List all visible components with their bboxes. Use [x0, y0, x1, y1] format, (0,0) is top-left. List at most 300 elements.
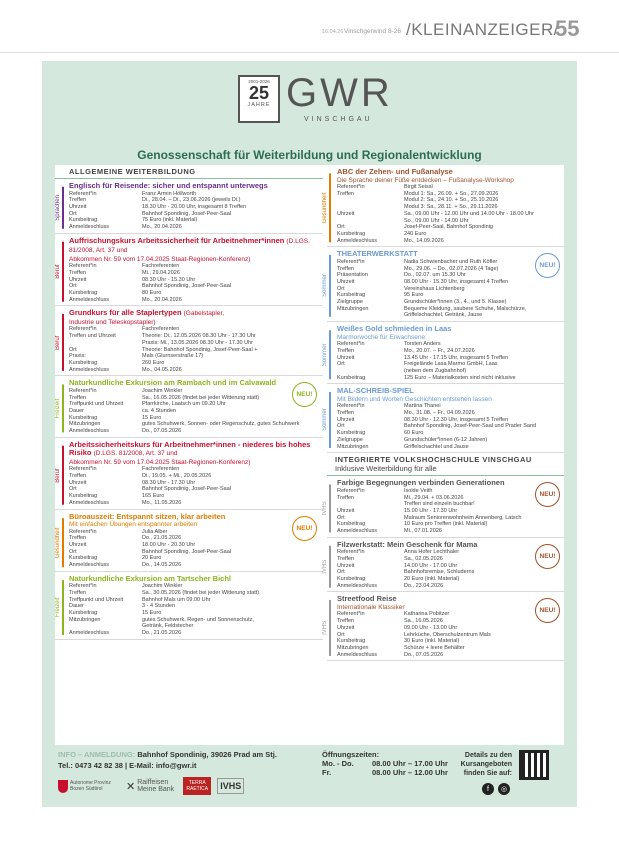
course-detail-row [69, 290, 323, 297]
course-detail-row [69, 367, 323, 374]
detail-value: 125 Euro – Materialkosten sind nicht inklusive [404, 374, 516, 381]
detail-key: Kursbeitrag [337, 521, 366, 528]
detail-value: (neben dem Zugbahnhof) [404, 367, 467, 374]
course-detail-row [69, 204, 323, 211]
terra-raetica-logo: TERRA RAETICA [183, 777, 211, 795]
details-text: Details zu den Kursangeboten finden Sie auf: [460, 752, 512, 777]
course-detail-row [337, 488, 564, 495]
course-title[interactable] [337, 541, 564, 550]
detail-key: Ort [69, 548, 77, 555]
course-tag: IVHS [322, 600, 331, 656]
course-tag: Freizeit [55, 384, 64, 432]
detail-key: Kursbeitrag [69, 414, 98, 421]
course-title-text: Streetfood Reise [337, 594, 397, 604]
detail-value: Sa., 09.00 Uhr - 12.00 Uhr und 14.00 Uhr - 18.00 Uhr [404, 210, 534, 217]
course-detail-row [69, 408, 323, 415]
course-detail-row [337, 306, 564, 313]
course-detail-row [69, 191, 323, 198]
course-detail-row [337, 508, 564, 515]
course-detail-row [69, 360, 323, 367]
detail-key: Treffen [337, 494, 355, 501]
detail-value: Treffen sind einzeln buchbar! [404, 501, 475, 508]
course-detail-row [337, 611, 564, 618]
course-tag: Gesundheit [55, 518, 64, 567]
course-title[interactable] [69, 441, 323, 459]
detail-value: 09.00 Uhr - 13.00 Uhr [404, 624, 458, 631]
detail-value: Bahnhof Spondinig, Josef-Peer-Saal und Prader Sand [404, 423, 537, 430]
detail-value: 15 Euro [142, 610, 162, 617]
course-detail-row [69, 224, 323, 231]
detail-value: ca. 4 Stunden [142, 407, 176, 414]
detail-value: Mals (Glurnserstraße 17) [142, 353, 204, 360]
course-detail-row [69, 415, 323, 422]
course-tag: Beruf [55, 314, 64, 371]
detail-key: Anmeldeschluss [337, 651, 378, 658]
course-detail-row [337, 231, 564, 238]
course-detail-row [337, 403, 564, 410]
detail-key: Präsentation [337, 272, 368, 279]
course-title[interactable] [337, 325, 564, 334]
detail-key: Kursbeitrag [69, 217, 98, 224]
course-subtitle: Mit einfachen Übungen entspannter arbeiten [69, 521, 198, 528]
advertisement [42, 61, 577, 807]
detail-value: Mo., 14.09.2026 [404, 237, 444, 244]
detail-value: 08.30 Uhr - 12.30 Uhr, insgesamt 5 Treffen [404, 416, 509, 423]
course-detail-row [337, 286, 564, 293]
detail-key: Anmeldeschluss [69, 366, 110, 373]
detail-key: Referent*in [337, 403, 365, 410]
new-badge: NEU! [292, 382, 317, 407]
detail-key: Mitzubringen [69, 421, 101, 428]
detail-key: Anmeldeschluss [69, 499, 110, 506]
course-item [55, 510, 323, 572]
instagram-icon[interactable]: ◎ [498, 783, 510, 795]
detail-key: Mitzubringen [337, 443, 369, 450]
detail-value: Griffelschachtel, Getränk, Jause [404, 312, 483, 319]
detail-key: Treffen [337, 265, 355, 272]
sponsor-logos [58, 775, 244, 797]
detail-value: Fachreferenten [142, 326, 180, 333]
detail-key: Ort [69, 283, 77, 290]
course-detail-row [69, 597, 323, 604]
detail-key [69, 623, 142, 630]
detail-key: Treffen [337, 410, 355, 417]
detail-value: 60 Euro [404, 430, 424, 437]
course-detail-row [337, 515, 564, 522]
detail-key: Uhrzeit [337, 416, 355, 423]
detail-value: 20 Euro (inkl. Material) [404, 576, 460, 583]
course-item [322, 165, 564, 247]
course-title[interactable] [337, 595, 564, 604]
course-tag: Sommer [322, 392, 331, 448]
detail-value: Katharina Pobitzer [404, 611, 450, 618]
issue-name: Vinschgerwind 8-26 [344, 28, 401, 35]
course-item [55, 234, 323, 307]
detail-value: Mi., 29.04.2026 [142, 269, 180, 276]
detail-value: Mo., 11.05.2026 [142, 499, 182, 506]
info-line [58, 750, 277, 759]
course-detail-row [337, 556, 564, 563]
detail-key: Kursbeitrag [69, 610, 98, 617]
course-detail-row [337, 632, 564, 639]
course-detail-row [69, 197, 323, 204]
detail-value: Josef-Peer-Saal, Bahnhof Spondinig [404, 224, 493, 231]
course-subtitle: Die Sprache deiner Füße entdecken – Fußanalyse-Workshop [337, 176, 514, 184]
detail-value: 08.30 Uhr - 17.30 Uhr [142, 479, 196, 486]
course-detail-row [69, 529, 323, 536]
detail-value: Joachim Winkler [142, 583, 183, 590]
detail-value: Grundschüler*innen (3., 4., und 5. Klasse) [404, 299, 507, 306]
course-title[interactable] [69, 182, 323, 191]
course-detail-row [69, 347, 323, 354]
course-detail-row [337, 204, 564, 211]
detail-value: Sa., 16.05.2026 [404, 618, 443, 625]
course-panel [55, 165, 564, 745]
detail-key: Anmeldeschluss [69, 428, 110, 435]
course-title-text: Naturkundliche Exkursion am Tartscher Bichl [69, 573, 231, 583]
course-tag: Gesundheit [322, 173, 331, 242]
ivhs-category-sub: Inklusive Weiterbildung für alle [335, 464, 437, 474]
course-detail-row [69, 277, 323, 284]
course-detail-row [337, 417, 564, 424]
qr-code-icon[interactable] [519, 750, 549, 780]
detail-key: Kursbeitrag [337, 374, 366, 381]
detail-value: Modul 1: Sa., 26.09. + So., 27.09.2026 [404, 190, 499, 197]
detail-value: Modul 2: Sa., 24.10. + So., 25.10.2026 [404, 197, 499, 204]
detail-value: 15 Euro [142, 414, 162, 421]
detail-key: Zielgruppe [337, 299, 363, 306]
course-title-extra: (D.LGS. 81/2008, Art. 37 und [93, 450, 178, 458]
course-item [322, 384, 564, 453]
detail-value: 14.00 Uhr - 17.00 Uhr [404, 562, 458, 569]
course-detail-row [69, 270, 323, 277]
detail-value: Mo., 20.07. – Fr., 24.07.2026 [404, 347, 475, 354]
detail-key: Kursbeitrag [337, 430, 366, 437]
course-title[interactable] [69, 309, 323, 319]
detail-key: Treffen [69, 197, 87, 204]
detail-key: Referent*in [69, 263, 97, 270]
detail-key: Uhrzeit [337, 624, 355, 631]
course-title-extra: (Gabelstapler, [183, 310, 225, 318]
detail-key: Treffen und Uhrzeit [69, 333, 116, 340]
detail-value: Di., 19.05. + Mi., 20.05.2026 [142, 472, 212, 479]
detail-key: Uhrzeit [69, 541, 87, 548]
detail-key [337, 368, 404, 375]
course-tag: Sprachen [55, 187, 64, 229]
course-detail-row [337, 625, 564, 632]
course-detail-row [69, 623, 323, 630]
course-tag: Sommer [322, 255, 331, 317]
detail-value: 20 Euro [142, 555, 162, 562]
course-title-text: Büroauszeit: Entspannt sitzen, klar arbeiten [69, 511, 226, 521]
right-column [322, 165, 564, 661]
course-title-text: Weißes Gold schmieden in Laas [337, 324, 452, 334]
detail-key: Uhrzeit [337, 562, 355, 569]
detail-value: Mo., 31.08. – Fr., 04.09.2026 [404, 410, 475, 417]
course-item [55, 306, 323, 376]
detail-key: Treffen [69, 394, 87, 401]
detail-key [337, 197, 404, 204]
detail-key: Ort [69, 210, 77, 217]
footer [42, 747, 577, 807]
detail-value: So., 09.00 Uhr - 14.00 Uhr [404, 217, 469, 224]
course-detail-row [69, 395, 323, 402]
company-title: Genossenschaft für Weiterbildung und Regionalentwicklung [137, 148, 482, 162]
course-tag: IVHS [322, 484, 331, 532]
detail-value: Mo., 20.04.2026 [142, 296, 182, 303]
course-title[interactable] [337, 387, 564, 396]
detail-value: Mo., 29.06. – Do., 02.07.2026 (4 Tage) [404, 265, 499, 272]
info-label: INFO – ANMELDUNG: [58, 750, 136, 759]
detail-key: Uhrzeit [337, 507, 355, 514]
course-title-text: MAL-SCHREIB-SPIEL [337, 386, 414, 396]
course-detail-row [69, 388, 323, 395]
detail-key: Mitzubringen [337, 644, 369, 651]
course-detail-row [337, 197, 564, 204]
detail-key: Uhrzeit [69, 276, 87, 283]
course-title[interactable] [69, 379, 323, 388]
detail-value: Bequeme Kleidung, saubere Schuhe, Malschürze, [404, 305, 527, 312]
detail-value: Do., 21.05.2026 [142, 630, 182, 637]
social-icons [482, 783, 510, 795]
detail-key: Dauer [69, 603, 84, 610]
detail-key: Kursbeitrag [69, 493, 98, 500]
detail-key: Referent*in [69, 528, 97, 535]
course-detail-row [69, 542, 323, 549]
detail-key: Anmeldeschluss [69, 630, 110, 637]
course-detail-row [69, 500, 323, 507]
detail-key: Kursbeitrag [69, 290, 98, 297]
detail-value: Franz Armin Höllworth [142, 190, 197, 197]
course-detail-row [69, 630, 323, 637]
new-badge: NEU! [535, 253, 560, 278]
detail-key: Ort [69, 486, 77, 493]
detail-value: Theorie: Di., 12.05.2026 08.30 Uhr - 17.30 Uhr [142, 333, 256, 340]
course-detail-row [69, 583, 323, 590]
detail-key: Treffpunkt und Uhrzeit [69, 401, 124, 408]
course-detail-row [337, 224, 564, 231]
detail-key: Kursbeitrag [69, 555, 98, 562]
detail-key: Uhrzeit [337, 210, 355, 217]
course-detail-row [337, 218, 564, 225]
raiffeisen-logo: ✕ Raiffeisen Meine Bank [126, 779, 175, 793]
course-detail-row [337, 423, 564, 430]
detail-key: Treffen [69, 535, 87, 542]
course-detail-row [337, 259, 564, 266]
course-title[interactable] [337, 479, 564, 488]
course-detail-row [337, 184, 564, 191]
course-detail-row [69, 535, 323, 542]
detail-key: Mitzubringen [337, 305, 369, 312]
facebook-icon[interactable]: f [482, 783, 494, 795]
course-detail-row [69, 340, 323, 347]
course-item [322, 322, 564, 384]
detail-value: Mi., 07.01.2026 [404, 528, 442, 535]
detail-key: Anmeldeschluss [337, 582, 378, 589]
course-tag: Beruf [55, 242, 64, 302]
course-title[interactable] [69, 513, 323, 522]
detail-key: Treffen [337, 347, 355, 354]
course-detail-row [337, 549, 564, 556]
detail-value: Do., 07.05.2026 [142, 428, 182, 435]
course-detail-row [69, 217, 323, 224]
course-detail-row [69, 326, 323, 333]
detail-value: 165 Euro [142, 493, 165, 500]
detail-value: Do., 02.07. um 15.30 Uhr [404, 272, 466, 279]
course-detail-row [337, 292, 564, 299]
course-detail-row [69, 555, 323, 562]
detail-value: Getränk, Feldstecher [142, 623, 194, 630]
detail-key: Referent*in [69, 466, 97, 473]
detail-key: Kursbeitrag [337, 576, 366, 583]
course-title[interactable] [69, 237, 323, 256]
course-title[interactable] [337, 250, 564, 259]
detail-key: Kursbeitrag [337, 292, 366, 299]
course-detail-row [337, 645, 564, 652]
detail-value: 15.00 Uhr - 17.30 Uhr [404, 507, 458, 514]
detail-value: Lehrküche, Oberschulzentrum Mals [404, 631, 491, 638]
course-detail-row [69, 603, 323, 610]
detail-value: Fachreferenten [142, 263, 180, 270]
detail-value: Isolde Veith [404, 487, 433, 494]
detail-key: Kursbeitrag [337, 230, 366, 237]
detail-key: Referent*in [337, 184, 365, 190]
detail-key: Treffen [337, 190, 355, 197]
detail-key: Ort [337, 631, 345, 638]
detail-value: Bahnhof Spondinig, Josef-Peer-Saal [142, 486, 231, 493]
course-detail-row [337, 238, 564, 245]
course-detail-row [337, 312, 564, 319]
detail-key: Referent*in [337, 341, 365, 348]
course-subtitle: Industrie und Teleskopstapler) [69, 318, 156, 326]
detail-key [337, 501, 404, 508]
detail-key [337, 204, 404, 211]
course-detail-row [337, 299, 564, 306]
detail-value: gutes Schuhwerk, Sonnen- oder Regenschutz, gutes Schuhwerk [142, 421, 300, 428]
course-title-text: Arbeitssicherheitskurs für Arbeitnehmer*innen - niederes bis hohes Risiko [69, 439, 311, 458]
course-title-text: Farbige Begegnungen verbinden Generationen [337, 478, 505, 488]
course-detail-row [337, 348, 564, 355]
detail-key: Ort [337, 514, 345, 521]
detail-key: Anmeldeschluss [69, 296, 110, 303]
course-item [322, 476, 564, 537]
detail-key: Dauer [69, 407, 84, 414]
detail-value: Do., 14.05.2026 [142, 562, 182, 569]
detail-value: Malraum Seniorenwohnheim Annenberg, Latsch [404, 514, 522, 521]
course-detail-row [69, 401, 323, 408]
province-logo: Autonome Provinz Bozen Südtirol [58, 780, 120, 793]
course-detail-row [337, 361, 564, 368]
course-detail-row [337, 375, 564, 382]
course-detail-row [337, 528, 564, 535]
course-detail-row [337, 430, 564, 437]
detail-value: Bahnhof Mals um 09.00 Uhr [142, 596, 211, 603]
course-detail-row [337, 279, 564, 286]
detail-value: gutes Schuhwerk, Regen- und Sonnenschutz, [142, 616, 254, 623]
detail-value: Mo., 04.05.2026 [142, 366, 182, 373]
course-detail-row [69, 480, 323, 487]
course-detail-row [337, 521, 564, 528]
detail-key: Referent*in [69, 326, 97, 333]
course-item [55, 572, 323, 640]
detail-value: Do., 21.05.2026 [142, 535, 182, 542]
detail-key: Ort [69, 346, 77, 353]
course-detail-row [337, 563, 564, 570]
course-detail-row [337, 341, 564, 348]
detail-value: Sa., 02.05.2026 [404, 555, 443, 562]
detail-key: Zielgruppe [337, 436, 363, 443]
course-detail-row [337, 191, 564, 198]
detail-key: Kursbeitrag [337, 638, 366, 645]
course-title[interactable] [337, 168, 564, 177]
detail-value: Birgit Seissl [404, 184, 433, 190]
course-detail-row [337, 410, 564, 417]
opening-label: Öffnungszeiten: [322, 750, 380, 759]
new-badge: NEU! [535, 598, 560, 623]
detail-key: Uhrzeit [337, 354, 355, 361]
course-detail-row [69, 473, 323, 480]
detail-key [337, 312, 404, 319]
detail-value: Grundschüler*innen (6-12 Jahren) [404, 436, 488, 443]
course-detail-row [337, 583, 564, 590]
course-detail-row [69, 421, 323, 428]
course-detail-row [69, 211, 323, 218]
detail-value: Anna Hofer Lechthaler [404, 549, 460, 556]
detail-value: Bahnhof Spondinig, Josef-Peer-Saal [142, 283, 231, 290]
detail-key: Ort [337, 361, 345, 368]
detail-value: 80 Euro [142, 290, 162, 297]
detail-value: 240 Euro [404, 230, 427, 237]
detail-key: Referent*in [69, 387, 97, 394]
section-title: /KLEINANZEIGER/ [406, 20, 559, 39]
detail-key [337, 218, 404, 225]
detail-value: Fachreferenten [142, 466, 180, 473]
detail-value: 30 Euro (inkl. Material) [404, 638, 460, 645]
detail-value: Martina Thanei [404, 403, 441, 410]
detail-value: Schürze + leere Behälter [404, 644, 465, 651]
detail-key: Referent*in [337, 611, 365, 618]
detail-value: Nadia Schwienbacher und Ruth Köfler [404, 258, 498, 265]
course-detail-row [69, 283, 323, 290]
detail-key: Referent*in [337, 258, 365, 265]
detail-key: Treffen [337, 618, 355, 625]
detail-value: Pfarrkirche, Laatsch um 09.20 Uhr [142, 401, 226, 408]
detail-key: Treffen [337, 555, 355, 562]
detail-key: Treffen [69, 589, 87, 596]
detail-key: Treffen [69, 472, 87, 479]
detail-value: 260 Euro [142, 359, 165, 366]
detail-value: Freigelände Lasa Marmo GmbH, Laas [404, 361, 498, 368]
contact-line[interactable]: Tel.: 0473 42 82 38 | E-Mail: info@gwr.it [58, 761, 197, 770]
course-subtitle: Abkommen Nr. 59 vom 17.04.2025 Staat-Regionen-Konferenz) [69, 255, 251, 263]
left-column [55, 165, 323, 640]
detail-value: Sa., 16.05.2026 (findet bei jeder Witterung statt) [142, 394, 260, 401]
badge-number: 25 [248, 83, 270, 103]
detail-key: Praxis: [69, 353, 86, 360]
course-subtitle: Mit Bildern und Worten Geschichten entstehen lassen [337, 395, 492, 403]
detail-value: Bahnhof Spondinig, Josef-Peer-Saal [142, 548, 231, 555]
course-detail-row [69, 466, 323, 473]
ivhs-logo: IVHS [217, 778, 244, 794]
course-title[interactable] [69, 575, 323, 584]
course-detail-row [69, 486, 323, 493]
badge-years: 2001-2026 [248, 79, 270, 84]
detail-key: Uhrzeit [69, 479, 87, 486]
detail-key: Mitzubringen [69, 616, 101, 623]
detail-key: Referent*in [337, 549, 365, 556]
logo-vinschgau: VINSCHGAU [304, 116, 373, 123]
course-detail-row [69, 493, 323, 500]
